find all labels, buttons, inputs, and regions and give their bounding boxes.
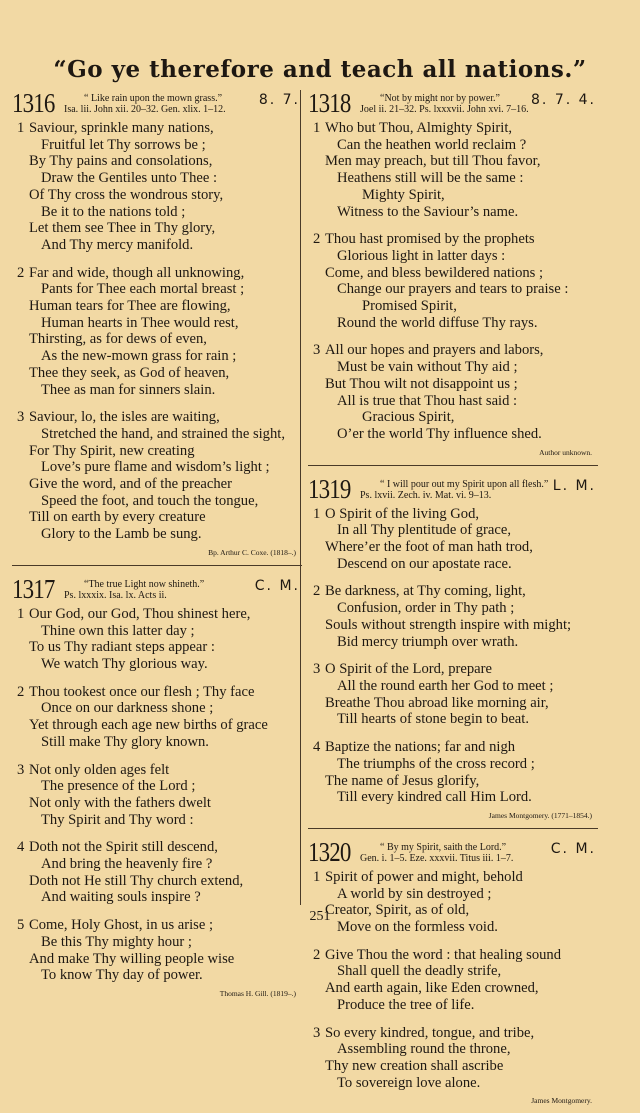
verse-line: Souls without strength inspire with might; bbox=[325, 616, 572, 633]
verse-line: All the round earth her God to meet ; bbox=[337, 677, 554, 694]
verse-line: Still make Thy glory known. bbox=[41, 733, 209, 750]
verse-line: Human tears for Thee are flowing, bbox=[29, 298, 231, 315]
hymn-1319 bbox=[308, 473, 598, 829]
hymn-1317 bbox=[12, 573, 302, 998]
verse-line: Bid mercy triumph over wrath. bbox=[337, 633, 519, 650]
verse-number: 2 bbox=[17, 683, 25, 700]
verse-line: Give the word, and of the preacher bbox=[29, 476, 233, 493]
verse-number: 3 bbox=[313, 342, 321, 359]
hymn-header bbox=[308, 90, 598, 120]
verse-line bbox=[12, 839, 302, 856]
verse bbox=[308, 506, 598, 573]
verse-line: A world by sin destroyed ; bbox=[337, 885, 492, 902]
verse-number: 2 bbox=[313, 583, 321, 600]
verse-line: Thy new creation shall ascribe bbox=[325, 1057, 504, 1074]
verse-line: Promised Spirit, bbox=[362, 298, 457, 315]
verse-line bbox=[308, 869, 598, 886]
verse-line bbox=[12, 762, 302, 779]
verse-line: Till hearts of stone begin to beat. bbox=[337, 711, 529, 728]
verse-line bbox=[308, 231, 598, 248]
verse-text: So every kindred, tongue, and tribe, bbox=[325, 1024, 535, 1041]
scripture-references: Gen. i. 1–5. Eze. xxxvii. Titus iii. 1–7. bbox=[360, 852, 514, 864]
verse-line: Fruitful let Thy sorrows be ; bbox=[41, 136, 206, 153]
verse-line: Men may preach, but till Thou favor, bbox=[325, 153, 541, 170]
verse-text: Doth not the Spirit still descend, bbox=[29, 839, 218, 856]
verse-line bbox=[308, 739, 598, 756]
verse-text: Our God, our God, Thou shinest here, bbox=[29, 605, 251, 622]
hymn-header bbox=[12, 573, 302, 606]
verse-line: We watch Thy glorious way. bbox=[41, 655, 208, 672]
verse-line bbox=[12, 684, 302, 701]
verse-line: Witness to the Saviour’s name. bbox=[337, 203, 519, 220]
verse bbox=[12, 762, 302, 829]
author-attribution: Author unknown. bbox=[539, 447, 592, 457]
verse-text: Far and wide, though all unknowing, bbox=[29, 264, 245, 281]
hymn-number: 1320 bbox=[308, 836, 351, 867]
verse-line: Move on the formless void. bbox=[337, 919, 498, 936]
verse-line: Love’s pure flame and wisdom’s light ; bbox=[41, 459, 270, 476]
verse-line: Till on earth by every creature bbox=[29, 509, 206, 526]
left-column bbox=[12, 90, 302, 1006]
verse-line: Change our prayers and tears to praise : bbox=[337, 281, 569, 298]
verse-text: Spirit of power and might, behold bbox=[325, 868, 523, 885]
verse-line: Thy Spirit and Thy word : bbox=[41, 811, 194, 828]
verse-number: 2 bbox=[17, 264, 25, 281]
scripture-references: Ps. lxxxix. Isa. lx. Acts ii. bbox=[64, 589, 167, 601]
author-attribution: James Montgomery. (1771–1854.) bbox=[488, 810, 592, 820]
verse-number: 3 bbox=[313, 1024, 321, 1041]
verse-line: Creator, Spirit, as of old, bbox=[325, 902, 470, 919]
verse-number: 1 bbox=[313, 120, 321, 136]
verse-number: 1 bbox=[313, 868, 321, 885]
verse-line: Be this Thy mighty hour ; bbox=[41, 933, 192, 950]
verse-number: 3 bbox=[313, 661, 321, 678]
verse-line bbox=[12, 409, 302, 426]
hymn-header bbox=[12, 90, 302, 120]
verse bbox=[308, 120, 598, 220]
scripture-references: Isa. lii. John xii. 20–32. Gen. xlix. 1–12. bbox=[64, 104, 226, 115]
verse-text: Give Thou the word : that healing sound bbox=[325, 946, 562, 963]
verse-line: Where’er the foot of man hath trod, bbox=[325, 539, 533, 556]
verse-text: All our hopes and prayers and labors, bbox=[325, 342, 544, 359]
verse-line bbox=[12, 606, 302, 623]
verse bbox=[308, 661, 598, 728]
verse-text: Saviour, sprinkle many nations, bbox=[29, 120, 214, 136]
verse-text: Baptize the nations; far and nigh bbox=[325, 739, 516, 756]
verse-number: 1 bbox=[17, 120, 25, 136]
verse-text: Be darkness, at Thy coming, light, bbox=[325, 583, 526, 600]
verse-line: Thee they seek, as God of heaven, bbox=[29, 364, 230, 381]
verse-line: And earth again, like Eden crowned, bbox=[325, 980, 539, 997]
hymn-separator bbox=[12, 565, 302, 566]
hymn-meter: 8. 7. bbox=[258, 92, 300, 108]
verse-text: Saviour, lo, the isles are waiting, bbox=[29, 409, 220, 426]
verse-line: Of Thy cross the wondrous story, bbox=[29, 186, 224, 203]
verse-line: Gracious Spirit, bbox=[362, 409, 455, 426]
verse-number: 5 bbox=[17, 917, 25, 934]
verse-line bbox=[308, 1025, 598, 1042]
verse-line bbox=[12, 120, 302, 137]
verse bbox=[12, 606, 302, 673]
verse-number: 2 bbox=[313, 946, 321, 963]
verse-line: Shall quell the deadly strife, bbox=[337, 963, 502, 980]
verse-text: Come, Holy Ghost, in us arise ; bbox=[29, 917, 214, 934]
verse bbox=[12, 839, 302, 906]
hymn-meter: C. M. bbox=[550, 840, 596, 857]
verse-line: Descend on our apostate race. bbox=[337, 555, 512, 572]
verse-line bbox=[308, 661, 598, 678]
verse-line bbox=[308, 342, 598, 359]
verse-text: O Spirit of the living God, bbox=[325, 505, 480, 522]
hymn-meter: L. M. bbox=[552, 477, 596, 494]
verse-line: In all Thy plentitude of grace, bbox=[337, 522, 511, 539]
verse-line: Be it to the nations told ; bbox=[41, 203, 186, 220]
verse-number: 4 bbox=[17, 839, 25, 856]
verse-line: The presence of the Lord ; bbox=[41, 778, 196, 795]
hymn-header bbox=[308, 473, 598, 506]
verse bbox=[308, 947, 598, 1014]
verse-line: But Thou wilt not disappoint us ; bbox=[325, 375, 518, 392]
verse-line: Once on our darkness shone ; bbox=[41, 700, 214, 717]
hymn-epigraph: “ I will pour out my Spirit upon all flesh.” bbox=[380, 478, 549, 490]
verse-line bbox=[308, 947, 598, 964]
author-attribution: James Montgomery. bbox=[531, 1096, 592, 1106]
verse bbox=[308, 342, 598, 442]
verse bbox=[12, 684, 302, 751]
verse bbox=[12, 917, 302, 984]
verse-line: Thee as man for sinners slain. bbox=[41, 381, 216, 398]
verse-text: Thou hast promised by the prophets bbox=[325, 231, 535, 248]
hymn-epigraph: “The true Light now shineth.” bbox=[84, 578, 205, 590]
hymn-meter: C. M. bbox=[254, 577, 300, 594]
scripture-references: Joel ii. 21–32. Ps. lxxxvii. John xvi. 7–16. bbox=[360, 104, 529, 115]
verse-line: Human hearts in Thee would rest, bbox=[41, 314, 239, 331]
verse-number: 1 bbox=[17, 605, 25, 622]
verse bbox=[12, 265, 302, 399]
verse-text: O Spirit of the Lord, prepare bbox=[325, 661, 492, 678]
hymn-1318 bbox=[308, 90, 598, 466]
verse-line: Heathens still will be the same : bbox=[337, 170, 524, 187]
verse-line: Produce the tree of life. bbox=[337, 996, 475, 1013]
author-attribution: Bp. Arthur C. Coxe. (1818–.) bbox=[208, 547, 296, 557]
verse-line: Doth not He still Thy church extend, bbox=[29, 872, 244, 889]
verse-line: Yet through each age new births of grace bbox=[29, 717, 268, 734]
verse-line: Stretched the hand, and strained the sight, bbox=[41, 425, 285, 442]
verse bbox=[308, 1025, 598, 1092]
scripture-references: Ps. lxvii. Zech. iv. Mat. vi. 9–13. bbox=[360, 489, 492, 501]
hymn-number: 1319 bbox=[308, 473, 351, 504]
verse-line: And make Thy willing people wise bbox=[29, 950, 235, 967]
verse-text: Not only olden ages felt bbox=[29, 761, 170, 778]
hymn-separator bbox=[308, 465, 598, 466]
verse-line: Come, and bless bewildered nations ; bbox=[325, 264, 544, 281]
hymn-epigraph: “ Like rain upon the mown grass.” bbox=[84, 93, 223, 104]
verse-line: Round the world diffuse Thy rays. bbox=[337, 314, 538, 331]
author-attribution: Thomas H. Gill. (1819–.) bbox=[219, 988, 296, 998]
verse-line bbox=[308, 120, 598, 137]
verse-line: As the new-mown grass for rain ; bbox=[41, 348, 237, 365]
verse bbox=[308, 869, 598, 936]
verse bbox=[308, 231, 598, 331]
verse-line: O’er the world Thy influence shed. bbox=[337, 425, 542, 442]
verse-line bbox=[308, 583, 598, 600]
hymn-epigraph: “ By my Spirit, saith the Lord.” bbox=[380, 841, 507, 853]
hymn-separator bbox=[308, 828, 598, 829]
verse-line: And bring the heavenly fire ? bbox=[41, 856, 213, 873]
hymn-number: 1318 bbox=[308, 88, 351, 118]
hymn-meter: 8. 7. 4. bbox=[531, 92, 596, 108]
verse-line: The name of Jesus glorify, bbox=[325, 772, 480, 789]
right-column bbox=[308, 90, 598, 1113]
verse bbox=[12, 409, 302, 543]
verse-number: 2 bbox=[313, 231, 321, 248]
verse-line: To know Thy day of power. bbox=[41, 967, 203, 984]
verse-line: All is true that Thou hast said : bbox=[337, 392, 518, 409]
verse bbox=[308, 583, 598, 650]
verse-line: Draw the Gentiles unto Thee : bbox=[41, 170, 218, 187]
verse-line bbox=[308, 506, 598, 523]
verse-number: 4 bbox=[313, 739, 321, 756]
verse-line: For Thy Spirit, new creating bbox=[29, 442, 195, 459]
hymn-epigraph: “Not by might nor by power.” bbox=[380, 93, 500, 104]
verse-line: Breathe Thou abroad like morning air, bbox=[325, 694, 549, 711]
verse-line: Thirsting, as for dews of even, bbox=[29, 331, 207, 348]
verse-line: And Thy mercy manifold. bbox=[41, 236, 194, 253]
verse-line: Glorious light in latter days : bbox=[337, 247, 506, 264]
verse-number: 1 bbox=[313, 505, 321, 522]
page-title: “Go ye therefore and teach all nations.” bbox=[53, 56, 587, 83]
verse-text: Who but Thou, Almighty Spirit, bbox=[325, 120, 513, 136]
verse-line: Mighty Spirit, bbox=[362, 186, 445, 203]
hymn-number: 1316 bbox=[12, 88, 55, 118]
hymn-1316 bbox=[12, 90, 302, 566]
verse-line: Pants for Thee each mortal breast ; bbox=[41, 281, 245, 298]
verse bbox=[12, 120, 302, 254]
hymn-header bbox=[308, 836, 598, 869]
verse-line: Confusion, order in Thy path ; bbox=[337, 600, 515, 617]
verse-line: Assembling round the throne, bbox=[337, 1041, 511, 1058]
verse-line: Thine own this latter day ; bbox=[41, 622, 195, 639]
page-number: 251 bbox=[309, 909, 331, 924]
verse-line: Not only with the fathers dwelt bbox=[29, 794, 211, 811]
verse-line: By Thy pains and consolations, bbox=[29, 153, 213, 170]
verse-line: Till every kindred call Him Lord. bbox=[337, 789, 532, 806]
verse-number: 3 bbox=[17, 761, 25, 778]
hymn-number: 1317 bbox=[12, 573, 55, 604]
verse-line: And waiting souls inspire ? bbox=[41, 889, 201, 906]
verse-text: Thou tookest once our flesh ; Thy face bbox=[29, 683, 255, 700]
verse-line: Let them see Thee in Thy glory, bbox=[29, 220, 216, 237]
verse-number: 3 bbox=[17, 409, 25, 426]
verse-line: Can the heathen world reclaim ? bbox=[337, 136, 527, 153]
verse-line: To us Thy radiant steps appear : bbox=[29, 639, 215, 656]
verse-line: Speed the foot, and touch the tongue, bbox=[41, 492, 259, 509]
hymn-1320 bbox=[308, 836, 598, 1106]
verse-line: Glory to the Lamb be sung. bbox=[41, 526, 202, 543]
verse bbox=[308, 739, 598, 806]
verse-line: The triumphs of the cross record ; bbox=[337, 755, 535, 772]
verse-line: Must be vain without Thy aid ; bbox=[337, 359, 518, 376]
verse-line: To sovereign love alone. bbox=[337, 1074, 481, 1091]
verse-line bbox=[12, 265, 302, 282]
